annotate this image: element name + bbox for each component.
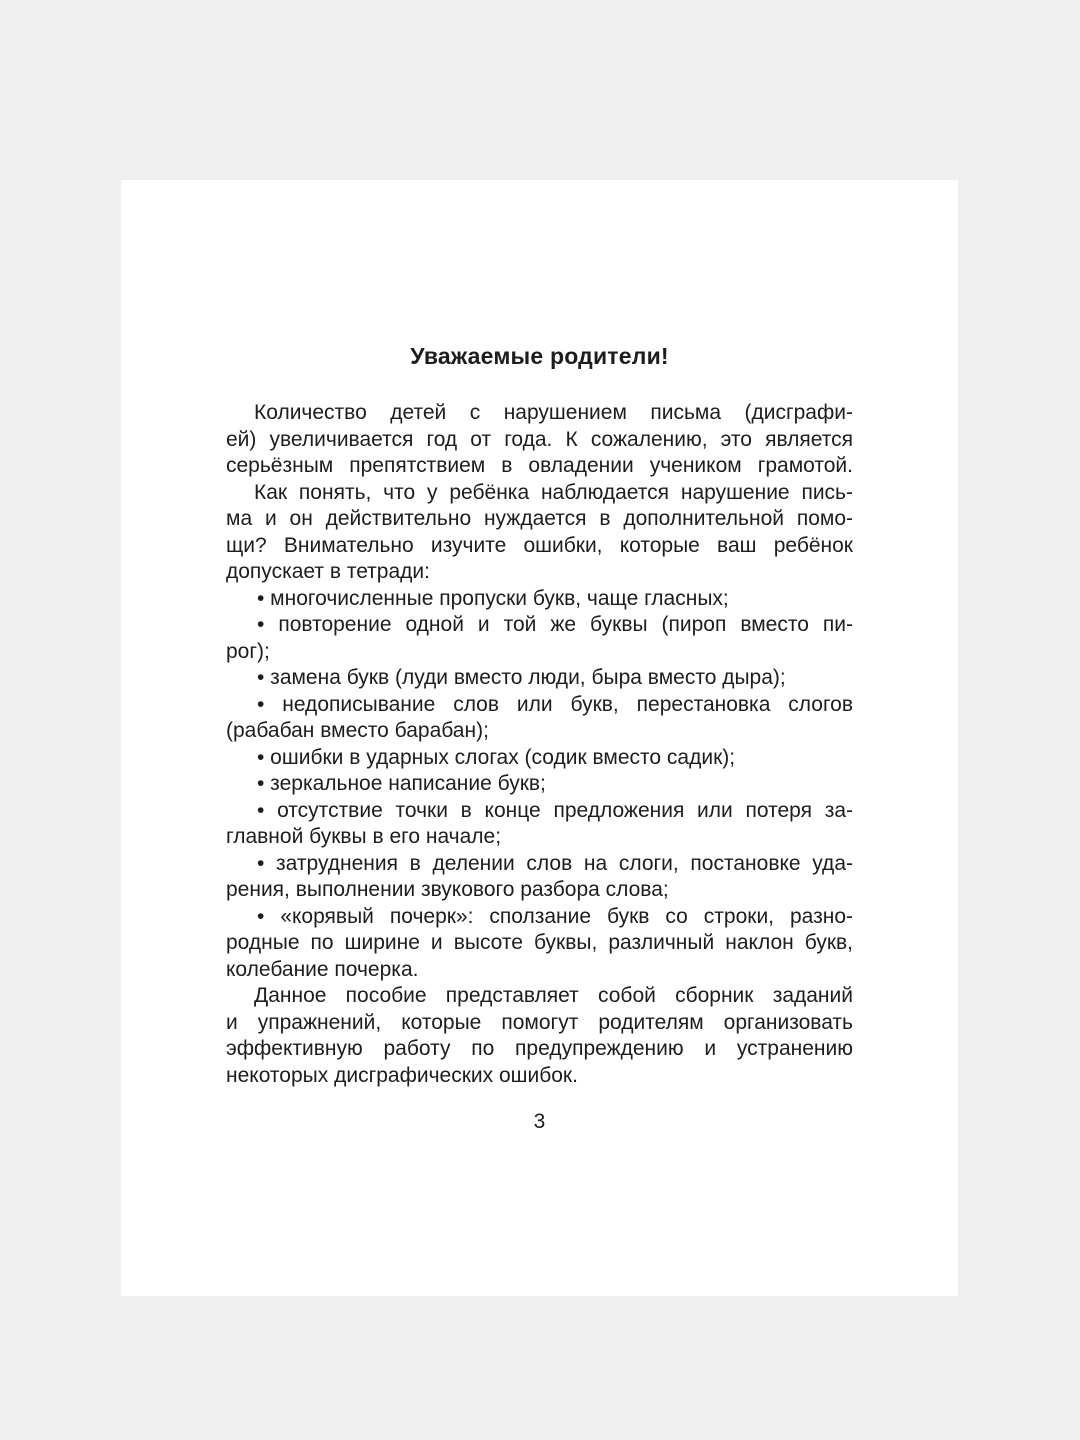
list-item-9: • «корявый почерк»: сползание букв со строки, разно- bbox=[257, 904, 853, 928]
text-line-final-1: Данное пособие представляет собой сборник заданий bbox=[254, 984, 853, 1007]
text-line-final-4: некоторых дисграфических ошибок. bbox=[226, 1063, 578, 1087]
text-line-1: Количество детей с нарушением письма (дисграфи- bbox=[254, 401, 853, 424]
list-item-9-cont-1: родные по ширине и высоте буквы, различный наклон букв, bbox=[226, 931, 853, 954]
list-item-4-cont: (рабабан вместо барабан); bbox=[226, 719, 489, 742]
list-item-6: • зеркальное написание букв; bbox=[257, 772, 546, 795]
text-line-3: серьёзным препятствием в овладении учеником грамотой. bbox=[226, 454, 853, 477]
list-item-7-cont: главной буквы в его начале; bbox=[226, 825, 502, 848]
text-line-2: ей) увеличивается год от года. К сожалению, это является bbox=[226, 427, 853, 451]
text-line-6: щи? Внимательно изучите ошибки, которые ваш ребёнок bbox=[226, 533, 853, 557]
page-number: 3 bbox=[533, 1110, 546, 1133]
text-line-7: допускает в тетради: bbox=[226, 560, 430, 583]
list-item-5: • ошибки в ударных слогах (содик вместо садик); bbox=[257, 745, 736, 769]
book-page bbox=[121, 180, 958, 1296]
list-item-9-cont-2: колебание почерка. bbox=[226, 957, 419, 981]
list-item-3: • замена букв (луди вместо люди, быра вместо дыра); bbox=[257, 666, 786, 689]
list-item-2-cont: рог); bbox=[226, 639, 270, 663]
list-item-7: • отсутствие точки в конце предложения или потеря за- bbox=[257, 798, 853, 822]
text-line-5: ма и он действительно нуждается в дополнительной помо- bbox=[226, 507, 853, 530]
text-line-4: Как понять, что у ребёнка наблюдается нарушение пись- bbox=[254, 480, 853, 504]
list-item-8-cont: рения, выполнении звукового разбора слова; bbox=[226, 878, 669, 901]
list-item-4: • недописывание слов или букв, перестановка слогов bbox=[257, 692, 853, 716]
text-line-final-2: и упражнений, которые помогут родителям организовать bbox=[226, 1010, 853, 1034]
page-title: Уважаемые родители! bbox=[410, 343, 669, 369]
text-line-final-3: эффективную работу по предупреждению и устранению bbox=[226, 1037, 853, 1060]
list-item-2: • повторение одной и той же буквы (пироп вместо пи- bbox=[257, 613, 853, 636]
list-item-8: • затруднения в делении слов на слоги, постановке уда- bbox=[257, 851, 853, 875]
list-item-1: • многочисленные пропуски букв, чаще гласных; bbox=[257, 586, 729, 610]
